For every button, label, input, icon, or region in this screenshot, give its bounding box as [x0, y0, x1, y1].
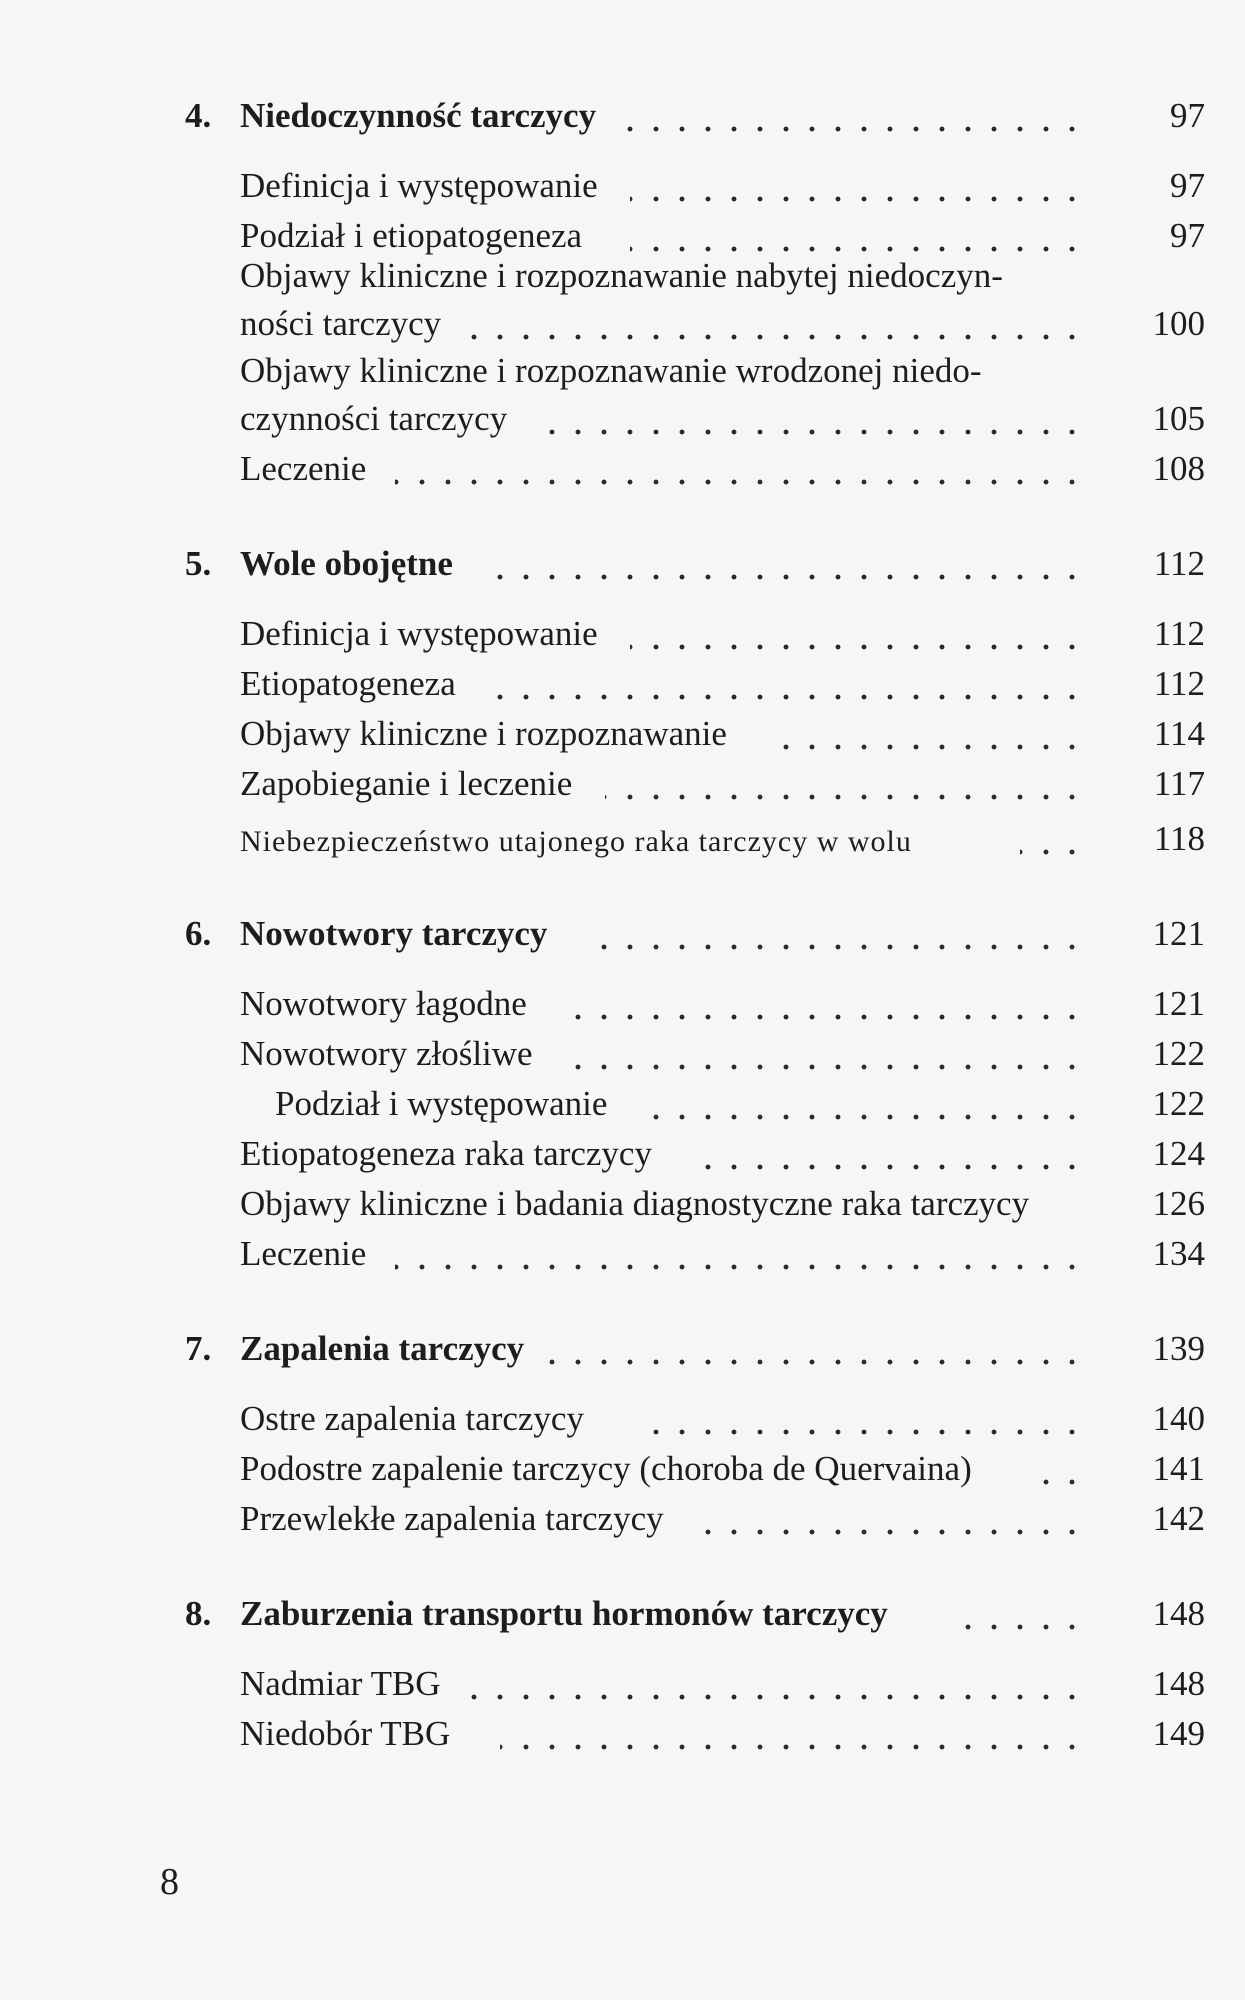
entry-title: Leczenie	[240, 1234, 374, 1274]
dot-leader	[640, 1092, 1085, 1122]
chapter-number: 6.	[185, 914, 212, 953]
chapter-number: 5.	[185, 544, 212, 583]
toc-entry[interactable]	[0, 212, 1245, 260]
dot-leader	[630, 224, 1085, 254]
entry-page: 100	[1152, 304, 1205, 343]
dot-leader	[590, 922, 1085, 952]
entry-page: 124	[1152, 1134, 1205, 1173]
entry-title: Podostre zapalenie tarczycy (choroba de Quervaina)	[240, 1449, 980, 1489]
toc-entry[interactable]	[0, 980, 1245, 1028]
entry-title: Nowotwory łagodne	[240, 984, 535, 1024]
dot-leader	[500, 1722, 1085, 1752]
dot-leader	[605, 772, 1085, 802]
toc-entry[interactable]	[0, 1080, 1245, 1128]
dot-leader	[690, 1142, 1085, 1172]
dot-leader	[770, 722, 1085, 752]
toc-entry[interactable]	[0, 1395, 1245, 1443]
entry-title: Nadmiar TBG	[240, 1664, 449, 1704]
entry-title: Nowotwory złośliwe	[240, 1034, 541, 1074]
toc-entry[interactable]	[0, 1030, 1245, 1078]
entry-title-line1: Objawy kliniczne i rozpoznawanie wrodzonej niedo-	[240, 351, 990, 391]
toc-chapter-8[interactable]	[0, 1590, 1245, 1638]
toc-chapter-5[interactable]	[0, 540, 1245, 588]
entry-page: 114	[1153, 714, 1205, 753]
entry-page: 134	[1152, 1234, 1205, 1273]
page-number: 8	[160, 1861, 179, 1903]
entry-page: 108	[1152, 449, 1205, 488]
toc-entry[interactable]	[0, 445, 1245, 493]
chapter-title: Wole obojętne	[240, 544, 461, 584]
entry-page: 97	[1170, 216, 1205, 255]
entry-title: ności tarczycy	[240, 304, 449, 344]
toc-entry[interactable]	[0, 1130, 1245, 1178]
chapter-title: Zaburzenia transportu hormonów tarczycy	[240, 1594, 896, 1634]
dot-leader	[700, 1507, 1085, 1537]
chapter-page: 148	[1152, 1594, 1205, 1633]
toc-entry[interactable]	[0, 1445, 1245, 1493]
chapter-title: Zapalenia tarczycy	[240, 1329, 532, 1369]
toc-entry[interactable]	[0, 610, 1245, 658]
entry-page: 122	[1152, 1084, 1205, 1123]
entry-title-line1: Objawy kliniczne i rozpoznawanie nabytej niedoczyn-	[240, 256, 1011, 296]
entry-page: 105	[1152, 399, 1205, 438]
entry-title: Objawy kliniczne i badania diagnostyczne raka tarczycy	[240, 1184, 1037, 1224]
toc-entry[interactable]	[0, 1495, 1245, 1543]
dot-leader	[395, 1242, 1085, 1272]
entry-page: 140	[1152, 1399, 1205, 1438]
entry-page: 112	[1153, 664, 1205, 703]
entry-title: Objawy kliniczne i rozpoznawanie	[240, 714, 735, 754]
toc-entry[interactable]	[0, 815, 1245, 863]
entry-page: 142	[1152, 1499, 1205, 1538]
entry-title: Definicja i występowanie	[240, 614, 606, 654]
chapter-number: 8.	[185, 1594, 212, 1633]
dot-leader	[540, 407, 1085, 437]
dot-leader	[485, 672, 1085, 702]
dot-leader	[560, 992, 1085, 1022]
entry-title: Niebezpieczeństwo utajonego raka tarczycy w wolu	[240, 825, 920, 859]
entry-page: 122	[1152, 1034, 1205, 1073]
toc-entry[interactable]	[0, 162, 1245, 210]
entry-title: Zapobieganie i leczenie	[240, 764, 580, 804]
dot-leader	[470, 1672, 1085, 1702]
toc-entry[interactable]	[0, 1710, 1245, 1758]
dot-leader	[395, 457, 1085, 487]
chapter-number: 4.	[185, 96, 212, 135]
toc-entry[interactable]	[0, 300, 1245, 348]
chapter-title: Nowotwory tarczycy	[240, 914, 555, 954]
entry-title: Przewlekłe zapalenia tarczycy	[240, 1499, 672, 1539]
toc-entry[interactable]	[0, 1660, 1245, 1708]
toc-chapter-7[interactable]	[0, 1325, 1245, 1373]
entry-page: 126	[1152, 1184, 1205, 1223]
entry-page: 121	[1152, 984, 1205, 1023]
entry-title: Podział i etiopatogeneza	[240, 216, 590, 256]
toc-entry[interactable]	[0, 1180, 1245, 1228]
entry-page: 141	[1152, 1449, 1205, 1488]
toc-entry[interactable]	[0, 660, 1245, 708]
toc-entry[interactable]	[0, 760, 1245, 808]
dot-leader	[1020, 827, 1085, 857]
chapter-page: 121	[1152, 914, 1205, 953]
entry-title: Etiopatogeneza raka tarczycy	[240, 1134, 660, 1174]
dot-leader	[560, 1042, 1085, 1072]
entry-page: 117	[1153, 764, 1205, 803]
dot-leader	[490, 552, 1085, 582]
dot-leader	[630, 622, 1085, 652]
dot-leader	[465, 312, 1085, 342]
toc-entry-line1	[0, 256, 1245, 300]
toc-entry[interactable]	[0, 395, 1245, 443]
toc-chapter-4[interactable]	[0, 92, 1245, 140]
chapter-page: 139	[1152, 1329, 1205, 1368]
entry-title: Podział i występowanie	[275, 1084, 615, 1124]
chapter-number: 7.	[185, 1329, 212, 1368]
dot-leader	[630, 174, 1085, 204]
entry-page: 97	[1170, 166, 1205, 205]
dot-leader	[620, 104, 1085, 134]
entry-page: 118	[1153, 819, 1205, 858]
dot-leader	[1040, 1457, 1085, 1487]
entry-title: Ostre zapalenia tarczycy	[240, 1399, 592, 1439]
chapter-title: Niedoczynność tarczycy	[240, 96, 604, 136]
entry-title: czynności tarczycy	[240, 399, 515, 439]
chapter-page: 112	[1153, 544, 1205, 583]
dot-leader	[545, 1337, 1085, 1367]
toc-entry[interactable]	[0, 710, 1245, 758]
toc-entry-line1	[0, 351, 1245, 395]
entry-page: 149	[1152, 1714, 1205, 1753]
entry-title: Leczenie	[240, 449, 374, 489]
chapter-page: 97	[1170, 96, 1205, 135]
toc-chapter-6[interactable]	[0, 910, 1245, 958]
entry-page: 112	[1153, 614, 1205, 653]
entry-title: Niedobór TBG	[240, 1714, 458, 1754]
dot-leader	[960, 1602, 1085, 1632]
entry-page: 148	[1152, 1664, 1205, 1703]
entry-title: Etiopatogeneza	[240, 664, 464, 704]
dot-leader	[640, 1407, 1085, 1437]
toc-entry[interactable]	[0, 1230, 1245, 1278]
entry-title: Definicja i występowanie	[240, 166, 606, 206]
